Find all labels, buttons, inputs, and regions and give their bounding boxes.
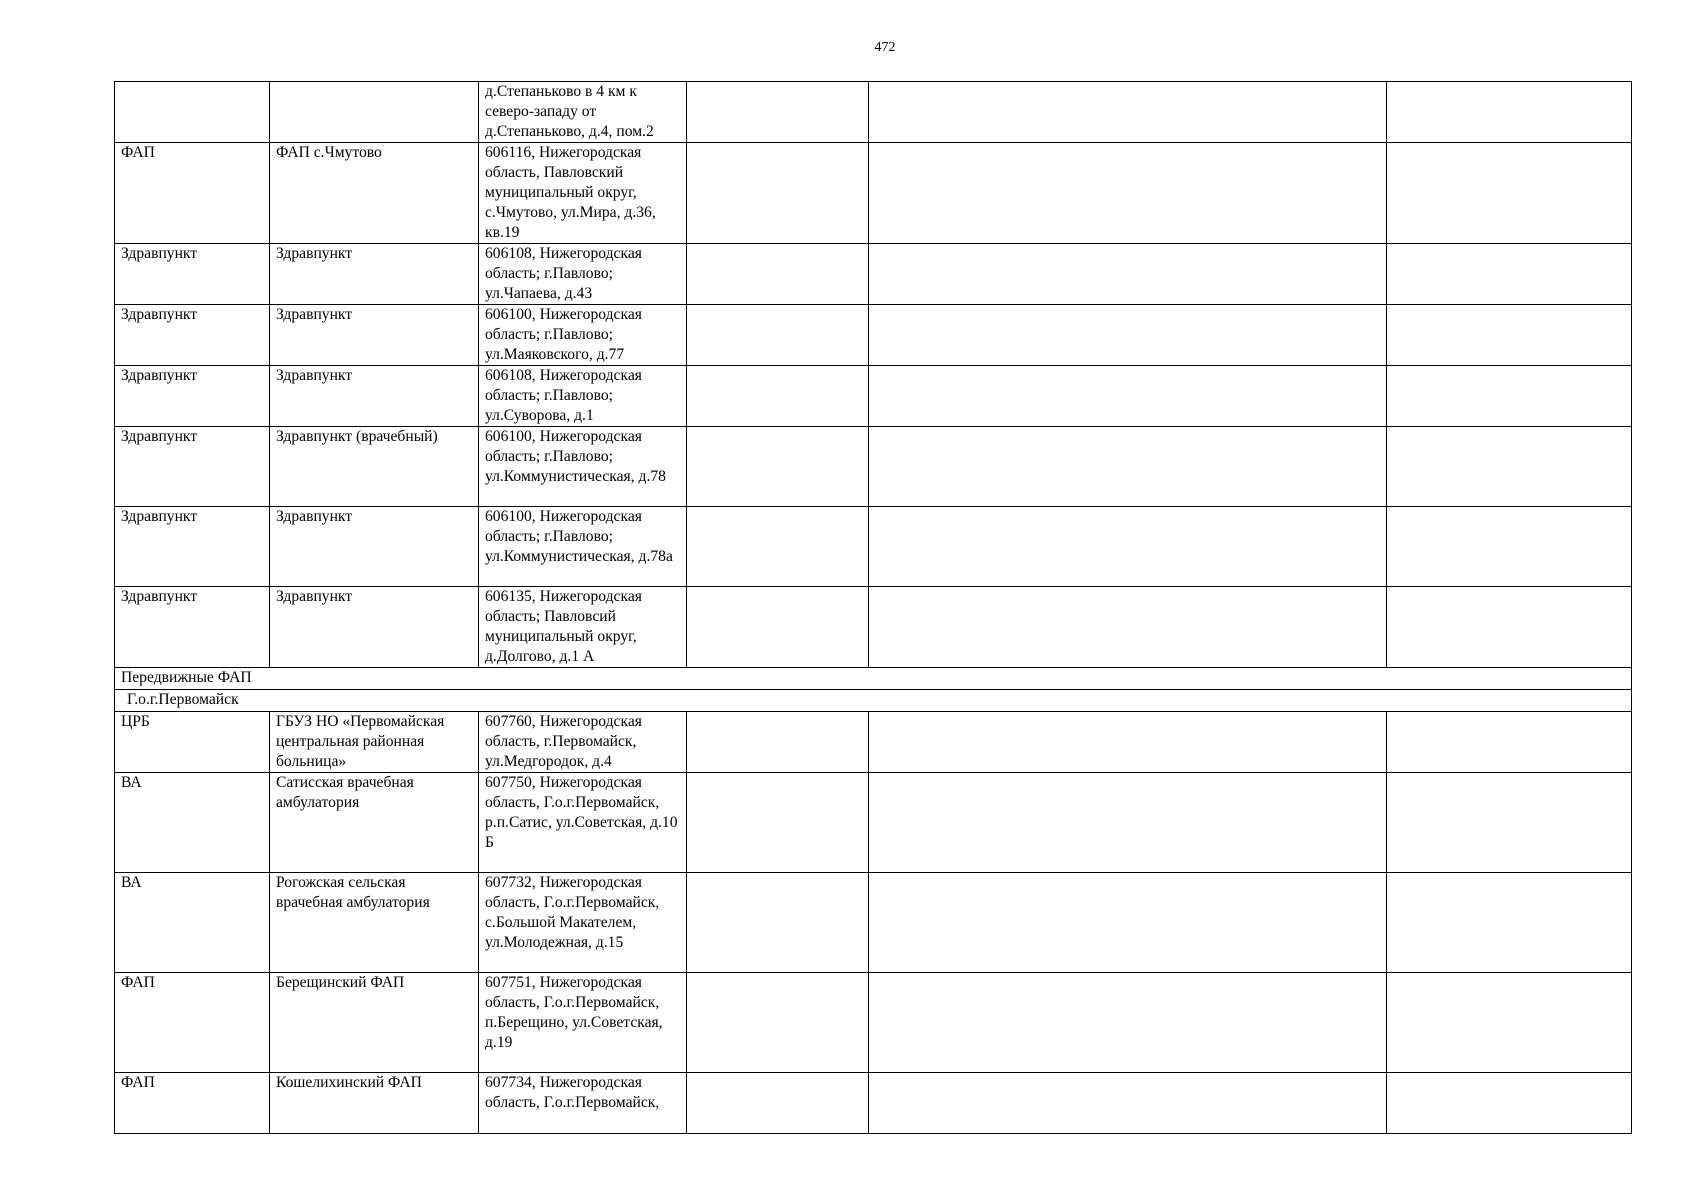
table-row [115,587,1632,668]
empty-cell-6 [1387,587,1632,668]
name-cell: Здравпункт (врачебный) [270,427,479,507]
empty-cell-5 [869,143,1387,244]
name-cell: Рогожская сельская врачебная амбулатория [270,873,479,973]
empty-cell-5 [869,773,1387,873]
empty-cell-6 [1387,244,1632,305]
empty-cell-4 [687,143,869,244]
empty-cell-5 [869,712,1387,773]
empty-cell-6 [1387,366,1632,427]
empty-cell-6 [1387,507,1632,587]
empty-cell-6 [1387,427,1632,507]
name-cell: Здравпункт [270,366,479,427]
table-row [115,773,1632,873]
empty-cell-4 [687,427,869,507]
name-cell: Сатисская врачебная амбулатория [270,773,479,873]
empty-cell-5 [869,1073,1387,1134]
type-cell: Здравпункт [115,366,270,427]
table-row [115,873,1632,973]
empty-cell-4 [687,82,869,143]
empty-cell-4 [687,773,869,873]
address-cell: 606100, Нижегородская область; г.Павлово; ул.Коммунистическая, д.78 [479,427,687,507]
type-cell: ФАП [115,973,270,1073]
name-cell: Здравпункт [270,507,479,587]
table-row [115,427,1632,507]
type-cell: ВА [115,773,270,873]
empty-cell-6 [1387,973,1632,1073]
empty-cell-6 [1387,1073,1632,1134]
empty-cell-6 [1387,305,1632,366]
empty-cell-4 [687,712,869,773]
table-row [115,143,1632,244]
name-cell: Здравпункт [270,587,479,668]
section-row [115,690,1632,712]
table-row [115,712,1632,773]
address-cell: 606108, Нижегородская область; г.Павлово; ул.Чапаева, д.43 [479,244,687,305]
address-cell: 607732, Нижегородская область, Г.о.г.Первомайск, с.Большой Макателем, ул.Молодежная, д.15 [479,873,687,973]
empty-cell-5 [869,244,1387,305]
type-cell [115,82,270,143]
address-cell: 607751, Нижегородская область, Г.о.г.Первомайск, п.Берещино, ул.Советская, д.19 [479,973,687,1073]
name-cell: Здравпункт [270,305,479,366]
address-cell: 606135, Нижегородская область; Павловсий муниципальный округ, д.Долгово, д.1 А [479,587,687,668]
address-cell: 607750, Нижегородская область, Г.о.г.Первомайск, р.п.Сатис, ул.Советская, д.10 Б [479,773,687,873]
type-cell: Здравпункт [115,244,270,305]
empty-cell-6 [1387,712,1632,773]
page-number: 472 [874,40,896,55]
name-cell [270,82,479,143]
empty-cell-6 [1387,143,1632,244]
name-cell: Здравпункт [270,244,479,305]
address-cell: 606116, Нижегородская область, Павловский муниципальный округ, с.Чмутово, ул.Мира, д.36, кв.19 [479,143,687,244]
name-cell: Берещинский ФАП [270,973,479,1073]
empty-cell-5 [869,587,1387,668]
name-cell: ГБУЗ НО «Первомайская центральная районная больница» [270,712,479,773]
empty-cell-5 [869,305,1387,366]
type-cell: ЦРБ [115,712,270,773]
name-cell: Кошелихинский ФАП [270,1073,479,1134]
type-cell: Здравпункт [115,427,270,507]
table-row [115,1073,1632,1134]
section-heading: Г.о.г.Первомайск [115,690,1632,712]
empty-cell-5 [869,427,1387,507]
section-row [115,668,1632,690]
name-cell: ФАП с.Чмутово [270,143,479,244]
type-cell: Здравпункт [115,305,270,366]
type-cell: ФАП [115,143,270,244]
address-cell: д.Степаньково в 4 км к северо-западу от д.Степаньково, д.4, пом.2 [479,82,687,143]
empty-cell-4 [687,244,869,305]
table-row [115,973,1632,1073]
facilities-table [114,81,1632,1134]
section-heading: Передвижные ФАП [115,668,1632,690]
empty-cell-4 [687,507,869,587]
empty-cell-4 [687,873,869,973]
table-row [115,507,1632,587]
empty-cell-4 [687,587,869,668]
table-row [115,82,1632,143]
empty-cell-5 [869,507,1387,587]
empty-cell-4 [687,305,869,366]
empty-cell-4 [687,1073,869,1134]
empty-cell-6 [1387,82,1632,143]
type-cell: ФАП [115,1073,270,1134]
empty-cell-5 [869,973,1387,1073]
table-row [115,366,1632,427]
address-cell: 607734, Нижегородская область, Г.о.г.Первомайск, [479,1073,687,1134]
address-cell: 607760, Нижегородская область, г.Первомайск, ул.Медгородок, д.4 [479,712,687,773]
type-cell: Здравпункт [115,507,270,587]
empty-cell-5 [869,366,1387,427]
type-cell: Здравпункт [115,587,270,668]
empty-cell-6 [1387,773,1632,873]
address-cell: 606108, Нижегородская область; г.Павлово; ул.Суворова, д.1 [479,366,687,427]
empty-cell-4 [687,366,869,427]
empty-cell-6 [1387,873,1632,973]
empty-cell-5 [869,873,1387,973]
address-cell: 606100, Нижегородская область; г.Павлово; ул.Коммунистическая, д.78а [479,507,687,587]
table-row [115,244,1632,305]
address-cell: 606100, Нижегородская область; г.Павлово; ул.Маяковского, д.77 [479,305,687,366]
empty-cell-5 [869,82,1387,143]
empty-cell-4 [687,973,869,1073]
type-cell: ВА [115,873,270,973]
table-body [115,82,1632,1134]
table-row [115,305,1632,366]
